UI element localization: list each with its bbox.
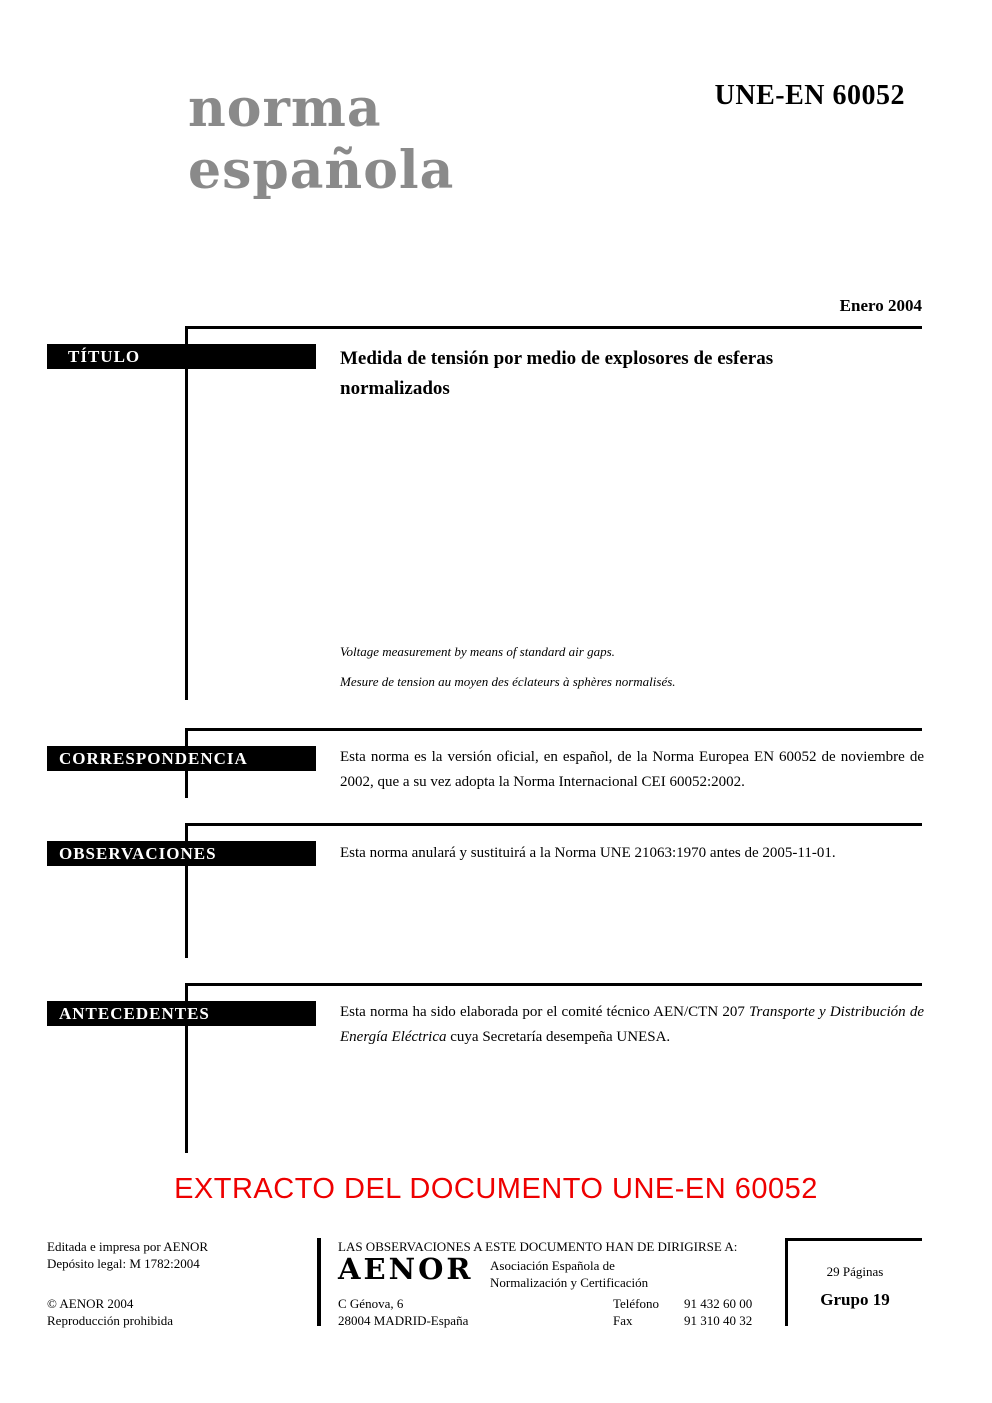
contact-values — [684, 1295, 752, 1329]
aenor-city: 28004 MADRID-España — [338, 1313, 469, 1328]
footer-publisher-info — [47, 1238, 208, 1272]
titulo-top-rule — [185, 326, 922, 329]
titulo-label: TÍTULO — [68, 347, 141, 366]
brand-line-2: española — [188, 140, 455, 201]
aenor-address — [338, 1295, 468, 1329]
footer-copyright-info — [47, 1295, 173, 1329]
antecedentes-top-rule — [185, 983, 922, 986]
phone-label: Teléfono — [613, 1296, 660, 1311]
correspondencia-label-bar — [47, 746, 316, 771]
observaciones-label-bar — [47, 841, 316, 866]
document-title: Medida de tensión por medio de explosores de esferas normalizados — [340, 348, 774, 399]
titulo-label-bar — [47, 344, 316, 369]
antecedentes-text — [340, 1000, 924, 1050]
correspondencia-label: CORRESPONDENCIA — [59, 749, 248, 768]
contact-labels — [613, 1295, 659, 1329]
footer-observations-notice: LAS OBSERVACIONES A ESTE DOCUMENTO HAN DE DIRIGIRSE A: — [338, 1239, 738, 1254]
aenor-org-line-2: Normalización y Certificación — [490, 1275, 649, 1290]
document-date: Enero 2004 — [839, 296, 922, 315]
antecedentes-text-prefix: Esta norma ha sido elaborada por el comité técnico AEN/CTN 207 — [340, 1004, 749, 1020]
footer-legal-deposit: Depósito legal: M 1782:2004 — [47, 1256, 200, 1271]
footer-vertical-divider — [317, 1238, 321, 1326]
phone-value: 91 432 60 00 — [684, 1296, 753, 1311]
observaciones-label: OBSERVACIONES — [59, 844, 217, 863]
group-number: Grupo 19 — [820, 1290, 890, 1309]
publisher-brand — [188, 78, 454, 202]
aenor-org-name — [490, 1257, 648, 1291]
footer-copyright: © AENOR 2004 — [47, 1296, 134, 1311]
pages-box-top-rule — [785, 1238, 922, 1241]
extract-banner: EXTRACTO DEL DOCUMENTO UNE-EN 60052 — [174, 1173, 818, 1205]
aenor-street: C Génova, 6 — [338, 1296, 404, 1311]
brand-line-1: norma — [188, 78, 382, 139]
document-code: UNE-EN 60052 — [714, 80, 905, 111]
observaciones-text: Esta norma anulará y sustituirá a la Norma UNE 21063:1970 antes de 2005-11-01. — [340, 845, 836, 861]
antecedentes-label-bar — [47, 1001, 316, 1026]
titulo-left-rule — [185, 326, 188, 700]
pages-box-left-rule — [785, 1238, 788, 1326]
antecedentes-committee-name: Transporte y Distribución de Energía Eléctrica — [340, 1004, 924, 1045]
fax-value: 91 310 40 32 — [684, 1313, 753, 1328]
page-count: 29 Páginas — [826, 1264, 884, 1279]
antecedentes-text-suffix: cuya Secretaría desempeña UNESA. — [446, 1029, 671, 1045]
antecedentes-label: ANTECEDENTES — [59, 1004, 210, 1023]
footer-edited-by: Editada e impresa por AENOR — [47, 1239, 209, 1254]
aenor-logo: AENOR — [338, 1252, 474, 1286]
footer-reproduction-notice: Reproducción prohibida — [47, 1313, 173, 1328]
fax-label: Fax — [613, 1313, 633, 1328]
correspondencia-text: Esta norma es la versión oficial, en español, de la Norma Europea EN 60052 de noviembre de 2002, que a su vez adopta la Norma Internacional CEI 60052:2002. — [340, 749, 924, 790]
aenor-org-line-1: Asociación Española de — [490, 1258, 615, 1273]
title-translation-fr: Mesure de tension au moyen des éclateurs à sphères normalisés. — [340, 674, 676, 689]
observaciones-top-rule — [185, 823, 922, 826]
title-translation-en: Voltage measurement by means of standard air gaps. — [340, 644, 615, 659]
correspondencia-top-rule — [185, 728, 922, 731]
